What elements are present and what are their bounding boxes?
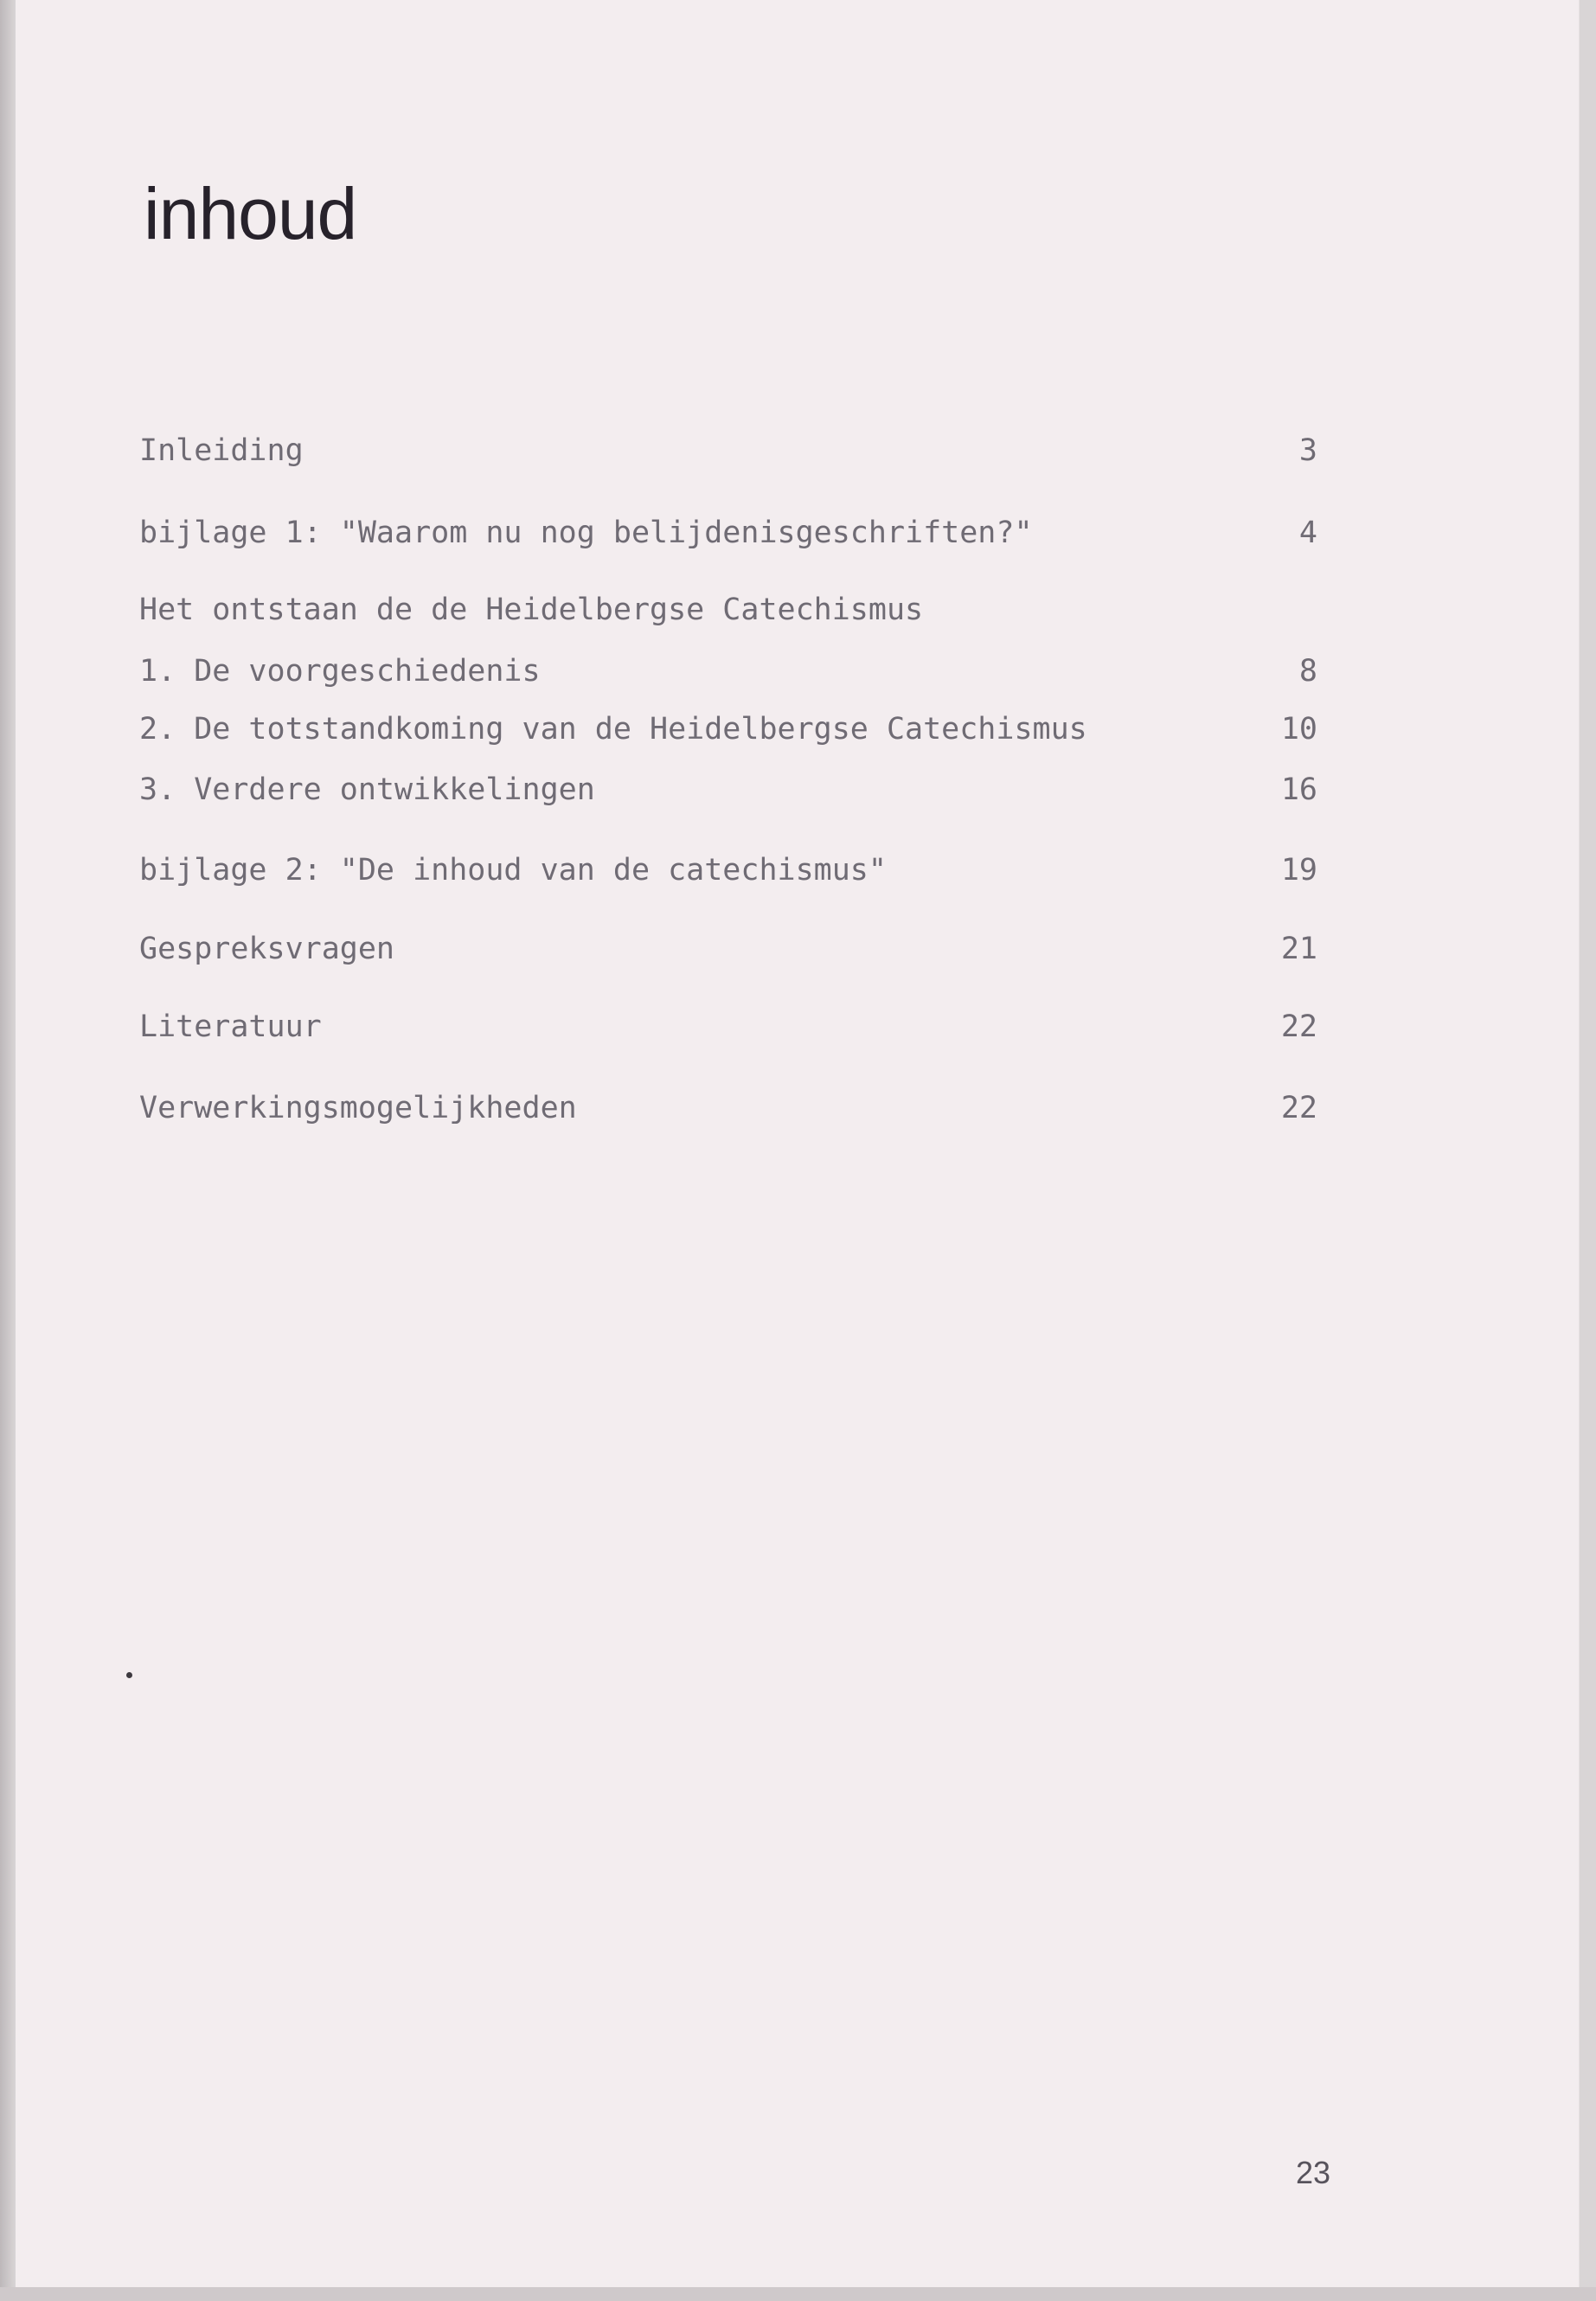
page-title: inhoud (144, 173, 357, 254)
toc-entry-bijlage-1: bijlage 1: "Waarom nu nog belijdenisgeschriften?" (139, 516, 1033, 550)
page-edge-shadow (0, 0, 16, 2301)
toc-page-bijlage-1: 4 (1298, 516, 1317, 550)
page-number: 23 (1296, 2155, 1331, 2190)
toc-page-voorgeschiedenis: 8 (1298, 654, 1317, 689)
toc-page-gespreksvragen: 21 (1280, 932, 1317, 966)
toc-page-verwerkingsmogelijkheden: 22 (1280, 1091, 1317, 1125)
page-bottom-edge (0, 2287, 1596, 2301)
ink-dot (126, 1672, 132, 1678)
toc-entry-verdere-ontwikkelingen: 3. Verdere ontwikkelingen (139, 772, 595, 807)
toc-entry-gespreksvragen: Gespreksvragen (139, 932, 395, 966)
toc-page-literatuur: 22 (1280, 1009, 1317, 1044)
toc-entry-totstandkoming: 2. De totstandkoming van de Heidelbergse Catechismus (139, 712, 1087, 747)
toc-entry-literatuur: Literatuur (139, 1009, 322, 1044)
toc-page-verdere-ontwikkelingen: 16 (1280, 772, 1317, 807)
toc-entry-voorgeschiedenis: 1. De voorgeschiedenis (139, 654, 541, 689)
table-of-contents (16, 0, 1579, 2287)
toc-entry-inleiding: Inleiding (139, 433, 304, 468)
toc-page-bijlage-2: 19 (1280, 853, 1317, 888)
document-page (16, 0, 1580, 2287)
toc-entry-bijlage-2: bijlage 2: "De inhoud van de catechismus" (139, 853, 887, 888)
toc-entry-verwerkingsmogelijkheden: Verwerkingsmogelijkheden (139, 1091, 577, 1125)
toc-page-totstandkoming: 10 (1280, 712, 1317, 747)
toc-section-heading: Het ontstaan de de Heidelbergse Catechismus (139, 593, 924, 627)
toc-page-inleiding: 3 (1298, 433, 1317, 468)
